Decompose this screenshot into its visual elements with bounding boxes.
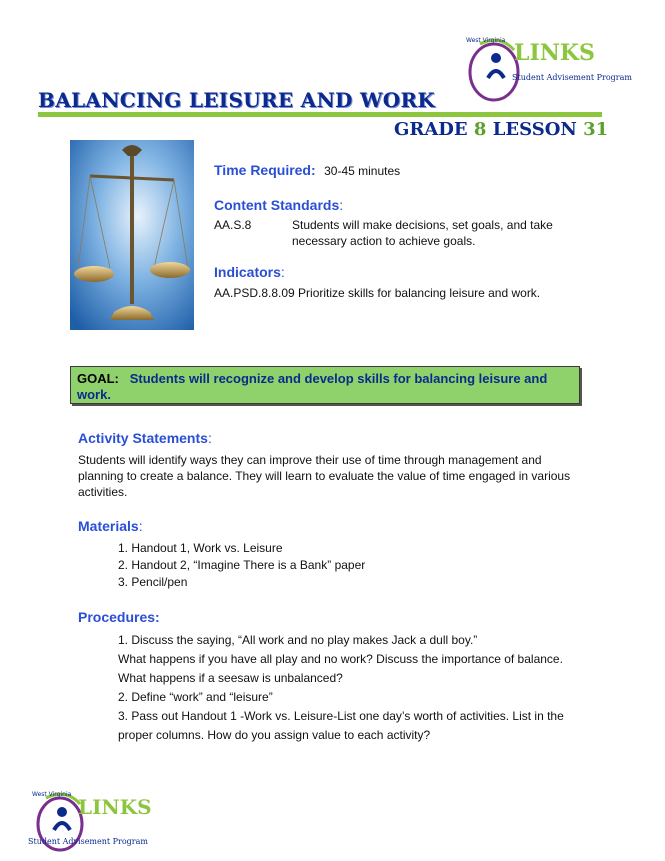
logo-small-text: West Virginia	[466, 37, 506, 44]
procedures-text	[118, 631, 588, 745]
links-logo-icon	[452, 30, 632, 105]
footer-logo-small-text: West Virginia	[32, 791, 72, 798]
content-standards-label: Content Standards	[214, 197, 340, 213]
procedure-line: What happens if you have all play and no work? Discuss the importance of balance.	[118, 652, 563, 666]
indicators-heading: Indicators:	[214, 264, 285, 280]
procedure-line: 3. Pass out Handout 1 -Work vs. Leisure-List one day’s worth of activities. List in the	[118, 709, 564, 723]
procedure-line: 1. Discuss the saying, “All work and no play makes Jack a dull boy.”	[118, 633, 478, 647]
materials-label: Materials	[78, 518, 139, 534]
lesson-number: 31	[583, 119, 609, 140]
footer-logo-brand: LINKS	[78, 795, 152, 819]
goal-text: Students will recognize and develop skills for balancing leisure and work.	[77, 371, 548, 402]
list-item: 3. Pencil/pen	[118, 575, 188, 589]
indicator-text: AA.PSD.8.8.09 Prioritize skills for balancing leisure and work.	[214, 286, 541, 300]
activity-heading: Activity Statements:	[78, 430, 212, 446]
goal-box	[70, 366, 580, 404]
content-standards-heading: Content Standards:	[214, 197, 344, 213]
content-standard-text: Students will make decisions, set goals, and take necessary action to achieve goals.	[292, 218, 553, 248]
procedure-line: 2. Define “work” and “leisure”	[118, 690, 273, 704]
time-required	[214, 162, 400, 180]
activity-text: Students will identify ways they can improve their use of time through management and planning to create a balance. They will learn to evaluate the value of time engaged in various activities.	[78, 453, 571, 499]
footer-logo-tagline: Student Advisement Program	[28, 837, 148, 846]
indicators-label: Indicators	[214, 264, 281, 280]
time-required-value: 30-45 minutes	[324, 164, 401, 178]
lesson-word: LESSON	[492, 119, 577, 140]
links-logo-footer-icon	[22, 786, 172, 856]
logo-brand: LINKS	[514, 40, 595, 66]
procedure-line: proper columns. How do you assign value to each activity?	[118, 728, 431, 742]
procedure-line: What happens if a seesaw is unbalanced?	[118, 671, 343, 685]
goal-label: GOAL:	[77, 371, 119, 386]
materials-list	[118, 540, 365, 591]
grade-number: 8	[473, 119, 487, 140]
page-title: BALANCING LEISURE AND WORK	[38, 88, 436, 112]
grade-lesson	[394, 119, 608, 140]
time-required-label: Time Required:	[214, 162, 316, 178]
logo-tagline: Student Advisement Program	[512, 73, 632, 82]
grade-word: GRADE	[394, 119, 468, 140]
materials-heading: Materials:	[78, 518, 143, 534]
procedures-heading: Procedures:	[78, 609, 160, 625]
list-item: 1. Handout 1, Work vs. Leisure	[118, 541, 283, 555]
content-standard-code: AA.S.8	[214, 218, 252, 232]
balance-scale-photo	[70, 140, 194, 330]
list-item: 2. Handout 2, “Imagine There is a Bank” paper	[118, 558, 366, 572]
activity-label: Activity Statements	[78, 430, 208, 446]
title-divider	[38, 112, 602, 117]
